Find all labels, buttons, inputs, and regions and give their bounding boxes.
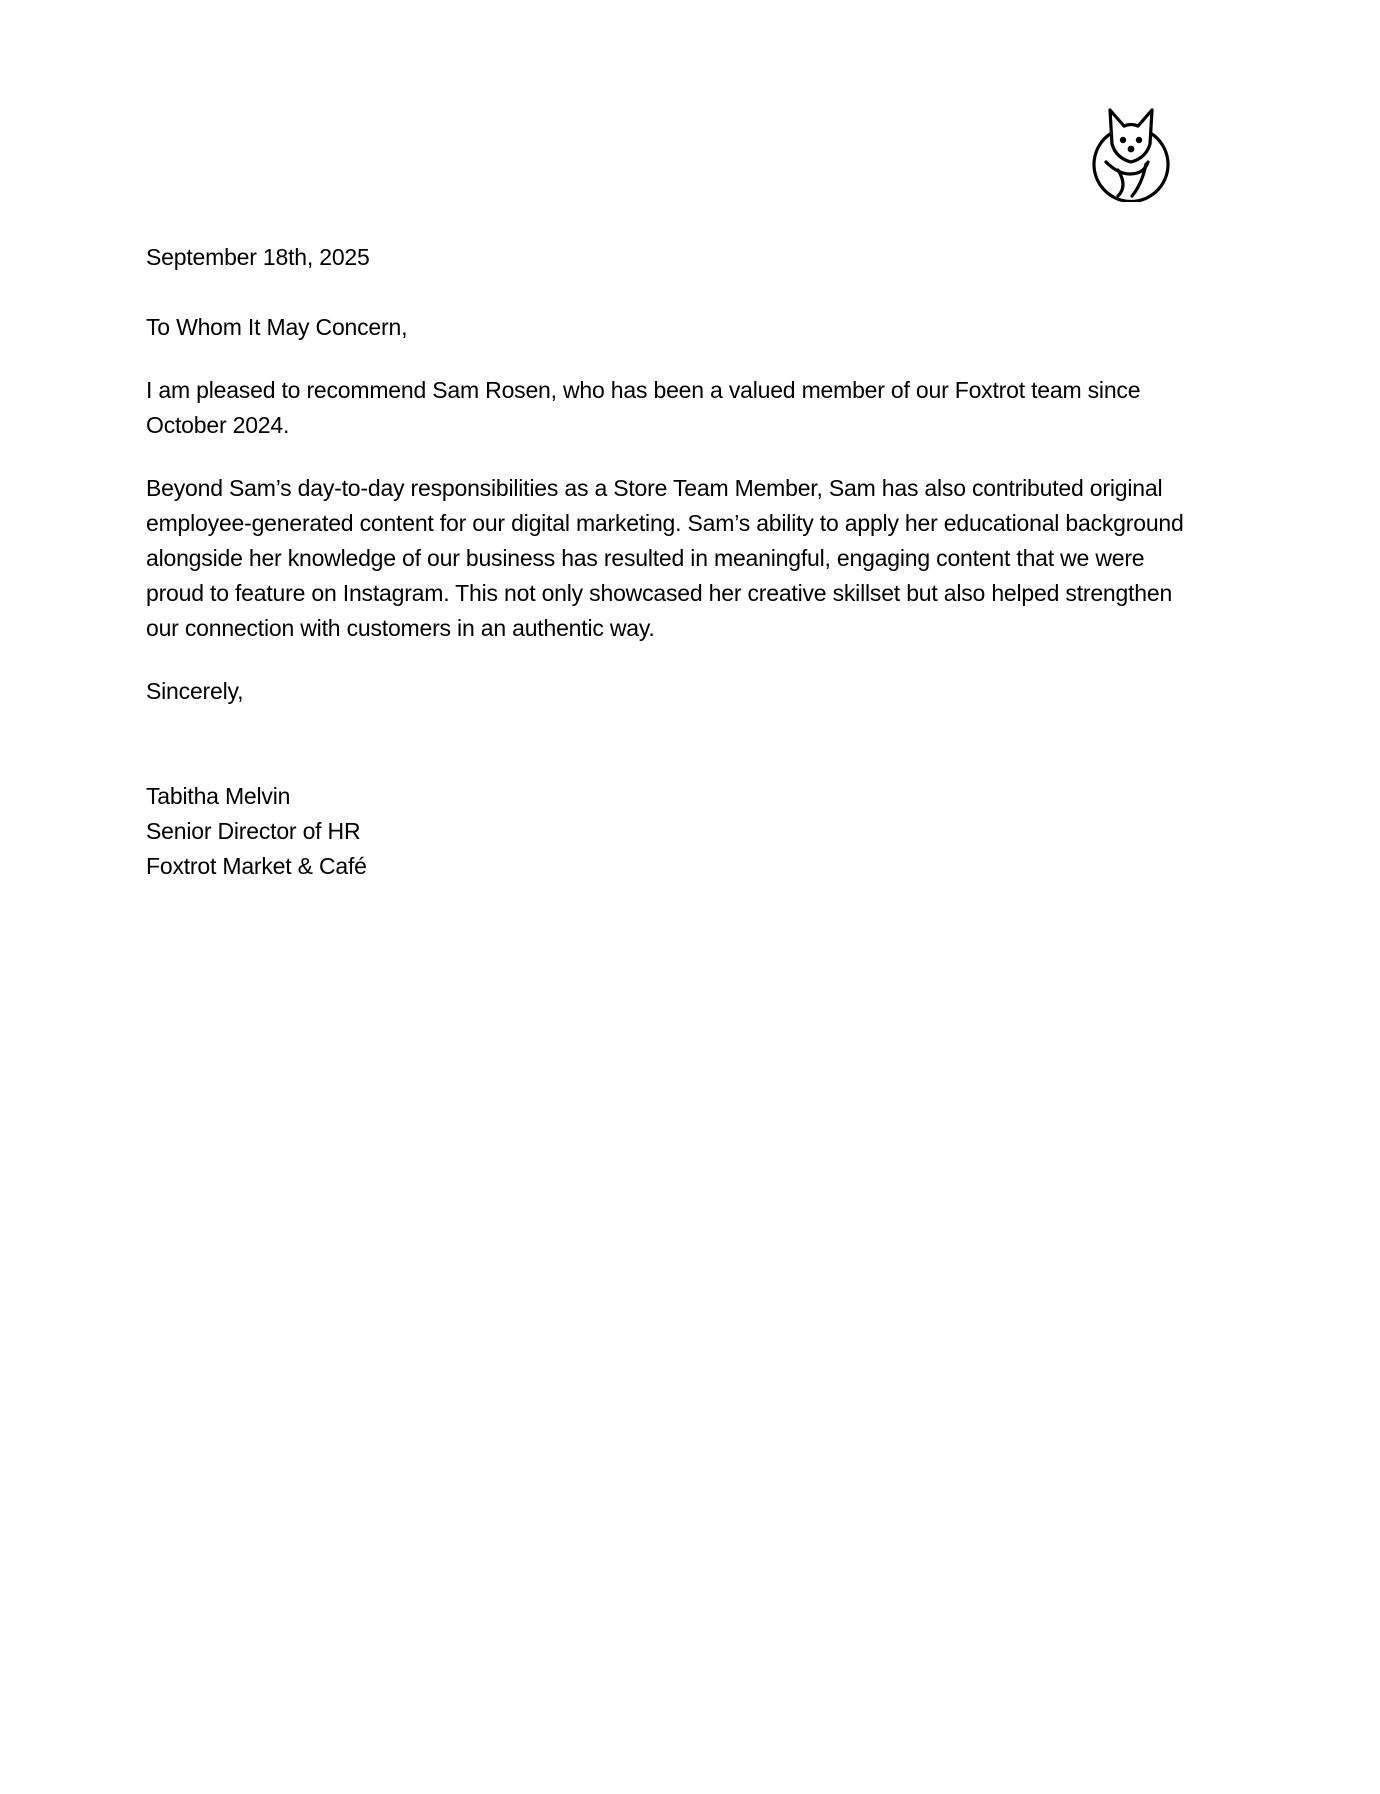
letter-date: September 18th, 2025	[146, 244, 370, 270]
letter-paragraph-2: Beyond Sam’s day-to-day responsibilities as a Store Team Member, Sam has also contributed original employee-generated content for our digital marketing. Sam’s ability to apply her educational background alongside her knowledge of our business has resulted in meaningful, engaging content that we were proud to feature on Instagram. This not only showcased her creative skillset but also helped strengthen our connection with customers in an authentic way.	[146, 475, 1184, 641]
letter-body	[146, 240, 1206, 884]
signatory-name: Tabitha Melvin	[146, 783, 291, 809]
fox-logo-icon	[1088, 104, 1174, 202]
signatory-title: Senior Director of HR	[146, 818, 361, 844]
letter-paragraph-1: I am pleased to recommend Sam Rosen, who has been a valued member of our Foxtrot team since October 2024.	[146, 377, 1141, 438]
letter-closing: Sincerely,	[146, 678, 244, 704]
letter-salutation: To Whom It May Concern,	[146, 314, 408, 340]
signatory-company: Foxtrot Market & Café	[146, 853, 367, 879]
